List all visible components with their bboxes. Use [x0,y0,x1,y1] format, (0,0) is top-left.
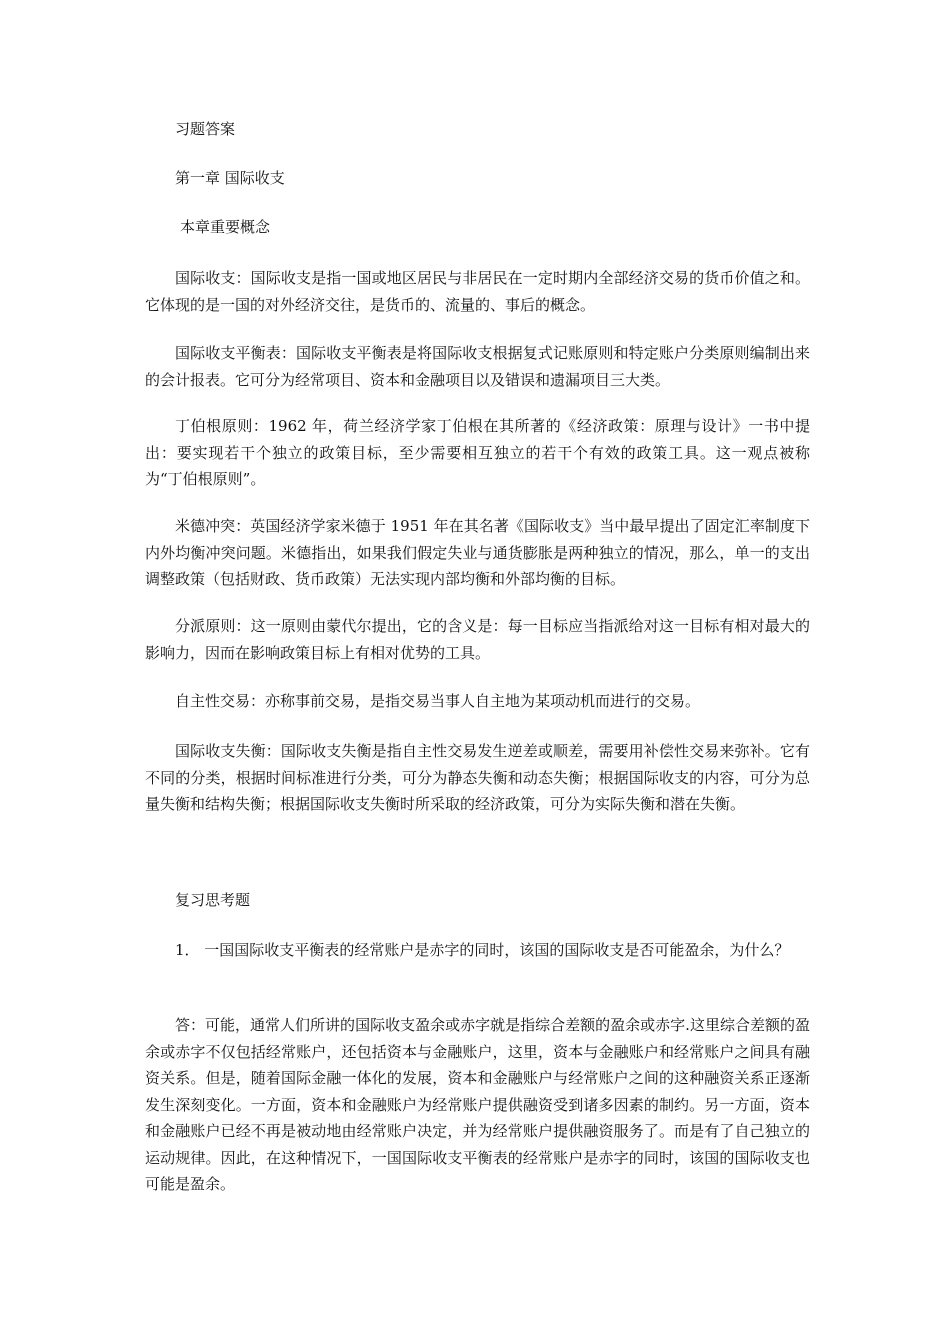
section-heading-concepts: 本章重要概念 [180,218,271,236]
answer-paragraph: 答：可能，通常人们所讲的国际收支盈余或赤字就是指综合差额的盈余或赤字.这里综合差额的盈余或赤字不仅包括经常账户，还包括资本与金融账户，这里，资本与金融账户和经常账户之间具有融资关系。但是，随着国际金融一体化的发展，资本和金融账户与经常账户之间的这种融资关系正逐渐发生深刻变化。一方面，资本和金融账户为经常账户提供融资受到诸多因素的制约。另一方面，资本和金融账户已经不再是被动地由经常账户决定，并为经常账户提供融资服务了。而是有了自己独立的运动规律。因此，在这种情况下，一国国际收支平衡表的经常账户是赤字的同时，该国的国际收支也可能是盈余。 [145,1016,810,1193]
concept-paragraph: 分派原则：这一原则由蒙代尔提出，它的含义是：每一目标应当指派给对这一目标有相对最大的影响力，因而在影响政策目标上有相对优势的工具。 [145,617,810,662]
concept-paragraph: 自主性交易：亦称事前交易，是指交易当事人自主地为某项动机而进行的交易。 [175,692,701,710]
section-heading-review: 复习思考题 [175,891,251,909]
concept-paragraph: 国际收支：国际收支是指一国或地区居民与非居民在一定时期内全部经济交易的货币价值之和。它体现的是一国的对外经济交往，是货币的、流量的、事后的概念。 [145,269,810,314]
concept-paragraph: 国际收支失衡：国际收支失衡是指自主性交易发生逆差或顺差，需要用补偿性交易来弥补。它有不同的分类，根据时间标准进行分类，可分为静态失衡和动态失衡；根据国际收支的内容，可分为总量失衡和结构失衡；根据国际收支失衡时所采取的经济政策，可分为实际失衡和潜在失衡。 [145,742,810,813]
document-title: 习题答案 [175,120,236,138]
concept-paragraph: 国际收支平衡表：国际收支平衡表是将国际收支根据复式记账原则和特定账户分类原则编制出来的会计报表。它可分为经常项目、资本和金融项目以及错误和遗漏项目三大类。 [145,344,810,389]
concept-paragraph: 丁伯根原则：1962 年，荷兰经济学家丁伯根在其所著的《经济政策：原理与设计》一书中提出：要实现若干个独立的政策目标，至少需要相互独立的若干个有效的政策工具。这一观点被称为“丁伯根原则”。 [145,417,810,488]
concept-paragraph: 米德冲突：英国经济学家米德于 1951 年在其名著《国际收支》当中最早提出了固定汇率制度下内外均衡冲突问题。米德指出，如果我们假定失业与通货膨胀是两种独立的情况，那么，单一的支出调整政策（包括财政、货币政策）无法实现内部均衡和外部均衡的目标。 [145,517,810,588]
chapter-heading: 第一章 国际收支 [175,169,285,187]
question-paragraph: 1． 一国国际收支平衡表的经常账户是赤字的同时，该国的国际收支是否可能盈余，为什么？ [175,941,790,959]
